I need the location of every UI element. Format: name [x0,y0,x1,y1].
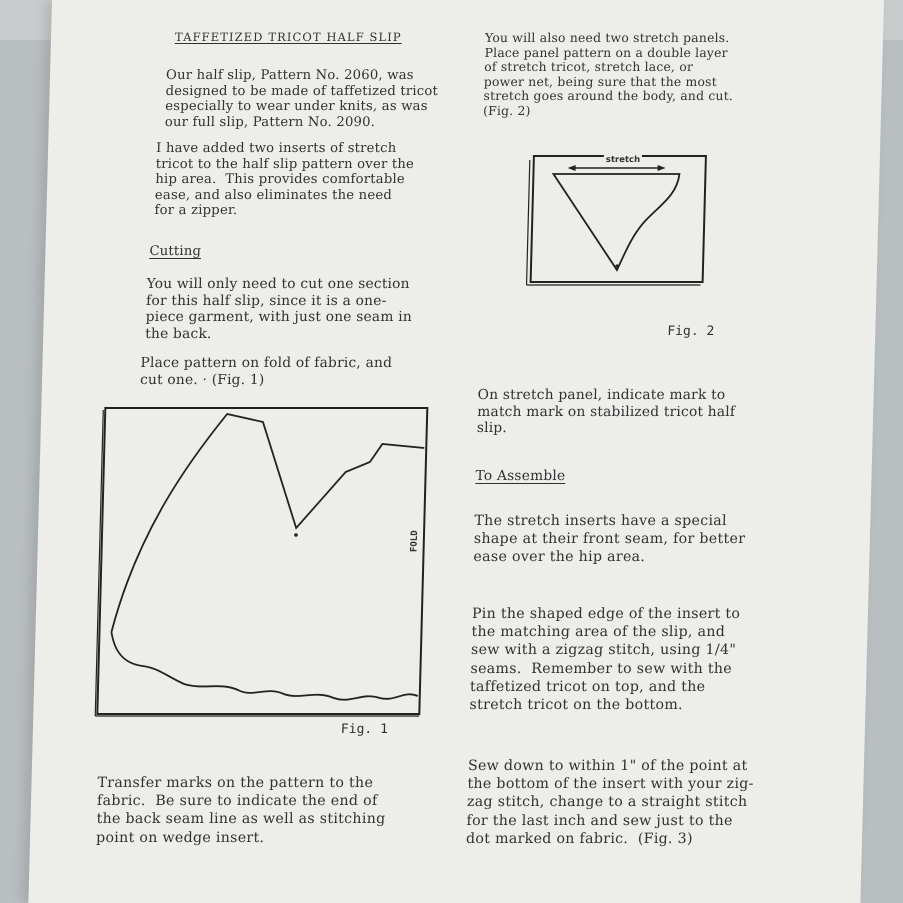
figure-2-stretch-panel [28,0,884,903]
cutting-paragraph: You will only need to cut one section for this half slip, since it is a one- piece garment, with just one seam in the back. [145,276,413,342]
figure-2-caption: Fig. 2 [667,324,715,339]
sew-paragraph: Sew down to within 1" of the point at the bottom of the insert with your zig- zag stitch, change to a straight stitch for the last inch and sew just to the dot marked on fabric. (Fig. 3) [465,758,754,847]
fold-label: FOLD [409,530,421,552]
mark-paragraph: On stretch panel, indicate mark to match mark on stabilized tricot half slip. [476,387,736,437]
inserts-paragraph: I have added two inserts of stretch tricot to the half slip pattern over the hip area. This provides comfortable ease, and also eliminates the need for a zipper. [154,141,415,219]
figure-1-caption: Fig. 1 [340,722,389,737]
page-title: TAFFETIZED TRICOT HALF SLIP [174,30,402,44]
cutting-heading: Cutting [149,244,202,259]
stretch-label: stretch [605,155,641,165]
pin-paragraph: Pin the shaped edge of the insert to the matching area of the slip, and sew with a zigzag stitch, using 1/4" seams. Remember to sew with the taffetized tricot on top, and the stretch tricot on the bottom. [469,606,741,714]
document-page [28,0,884,903]
intro-paragraph: Our half slip, Pattern No. 2060, was designed to be made of taffetized tricot especially to wear under knits, as was our full slip, Pattern No. 2090. [164,68,439,130]
place-pattern-paragraph: Place pattern on fold of fabric, and cut one. · (Fig. 1) [139,355,393,388]
stretch-panels-paragraph: You will also need two stretch panels. Place panel pattern on a double layer of stretch tricot, stretch lace, or power net, being sure that the most stretch goes around the body, and cut. (Fig. 2) [482,30,734,118]
assemble-heading: To Assemble [475,468,566,484]
assemble-paragraph: The stretch inserts have a special shape at their front seam, for better ease over the hip area. [473,513,746,566]
transfer-paragraph: Transfer marks on the pattern to the fabric. Be sure to indicate the end of the back seam line as well as stitching point on wedge insert. [95,775,386,846]
